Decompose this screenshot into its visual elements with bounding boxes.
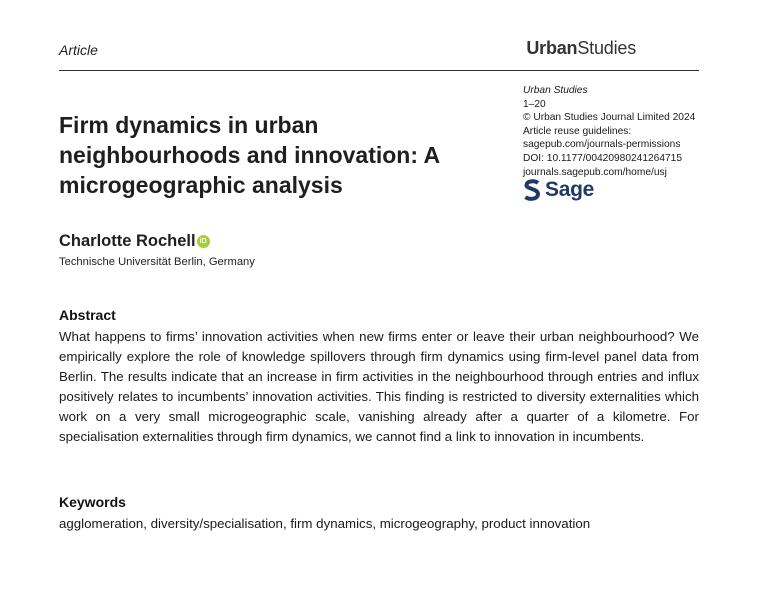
abstract-heading: Abstract — [59, 307, 116, 323]
orcid-icon[interactable]: iD — [197, 235, 210, 248]
meta-reuse-label: Article reuse guidelines: — [523, 125, 632, 137]
meta-permissions-link[interactable]: sagepub.com/journals-permissions — [523, 139, 681, 151]
keywords-text: agglomeration, diversity/specialisation, firm dynamics, microgeography, product innovation — [59, 516, 591, 531]
meta-copyright: © Urban Studies Journal Limited 2024 — [523, 112, 696, 124]
brand-part-regular: Studies — [577, 38, 636, 58]
sage-publisher-logo — [523, 178, 594, 202]
sage-s-icon — [523, 179, 541, 201]
header-divider — [59, 70, 699, 71]
author-affiliation: Technische Universität Berlin, Germany — [59, 256, 255, 268]
author-name: Charlotte Rochell — [59, 232, 196, 250]
sage-wordmark: Sage — [545, 178, 594, 201]
article-type-label: Article — [59, 42, 98, 58]
meta-journal-name: Urban Studies — [523, 85, 588, 96]
publication-meta — [523, 84, 723, 179]
keywords-heading: Keywords — [59, 494, 126, 510]
meta-pages: 1–20 — [523, 98, 546, 110]
journal-brand-logo — [526, 38, 636, 59]
abstract-text: What happens to firms’ innovation activities when new firms enter or leave their urban neighbourhood? We empirically explore the role of knowledge spillovers through firm dynamics using firm-level panel data from Berlin. The results indicate that an increase in firm activities in the neighbourhood through entries and influx positively relates to incumbents’ innovation activities. This finding is restricted to diversity externalities which work on a very small microgeographic scale, vanishing already after a quarter of a kilometre. For specialisation externalities through firm dynamics, we cannot find a link to innovation in incumbents. — [59, 329, 699, 444]
meta-journal-link[interactable]: journals.sagepub.com/home/usj — [523, 166, 667, 178]
meta-doi[interactable]: DOI: 10.1177/00420980241264715 — [523, 152, 682, 164]
author-line — [59, 232, 210, 251]
article-title: Firm dynamics in urban neighbourhoods and innovation: A microgeographic analysis — [59, 112, 440, 198]
brand-part-bold: Urban — [526, 38, 578, 58]
